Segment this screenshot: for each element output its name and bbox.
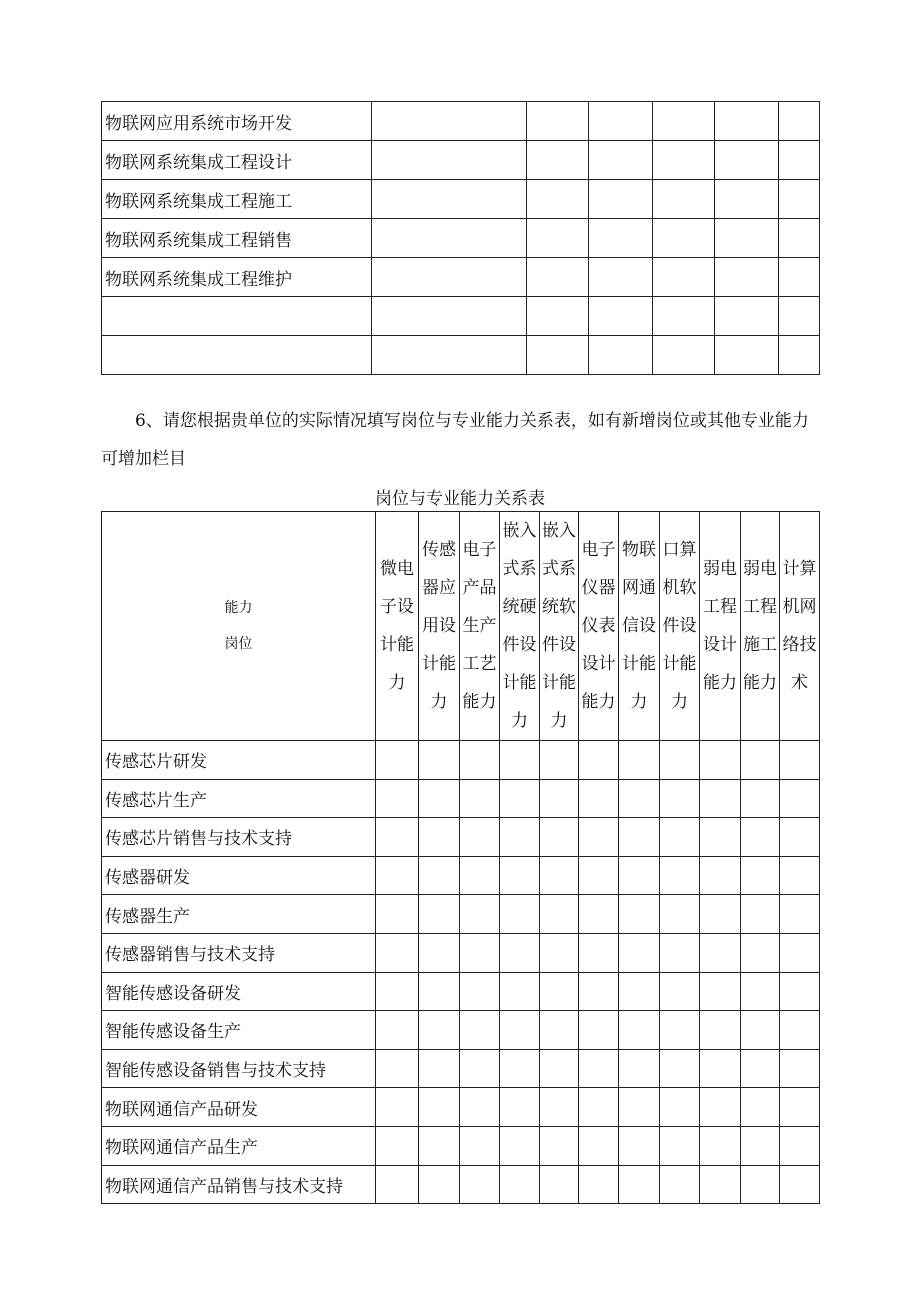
- empty-input-cell[interactable]: [460, 1126, 500, 1165]
- empty-input-cell[interactable]: [700, 856, 741, 895]
- empty-input-cell[interactable]: [460, 972, 500, 1011]
- empty-input-cell[interactable]: [540, 895, 579, 934]
- column-header-text: 设计: [703, 635, 737, 655]
- empty-input-cell[interactable]: [619, 1088, 660, 1127]
- position-label-cell: 物联网通信产品研发: [102, 1088, 376, 1127]
- empty-input-cell[interactable]: [741, 972, 780, 1011]
- empty-input-cell[interactable]: [741, 1049, 780, 1088]
- empty-input-cell[interactable]: [500, 933, 540, 972]
- empty-input-cell[interactable]: [589, 219, 653, 258]
- empty-input-cell[interactable]: [500, 818, 540, 857]
- corner-header-cell: [102, 512, 376, 741]
- empty-input-cell[interactable]: [660, 1165, 700, 1204]
- instruction-paragraph: 6、请您根据贵单位的实际情况填写岗位与专业能力关系表，如有新增岗位或其他专业能力可增加栏目: [101, 411, 809, 469]
- position-label-cell: 传感芯片销售与技术支持: [102, 818, 376, 857]
- empty-input-cell[interactable]: [653, 180, 715, 219]
- empty-input-cell[interactable]: [419, 818, 460, 857]
- column-header-text: 产品: [462, 578, 497, 598]
- position-label-cell: 物联网通信产品销售与技术支持: [102, 1165, 376, 1204]
- empty-input-cell[interactable]: [780, 818, 820, 857]
- empty-input-cell[interactable]: [741, 933, 780, 972]
- empty-input-cell[interactable]: [376, 1088, 419, 1127]
- column-header-text: 弱电: [703, 559, 737, 579]
- empty-input-cell[interactable]: [780, 1088, 820, 1127]
- empty-input-cell[interactable]: [700, 972, 741, 1011]
- empty-input-cell[interactable]: [700, 1165, 741, 1204]
- empty-input-cell[interactable]: [376, 895, 419, 934]
- empty-input-cell[interactable]: [653, 102, 715, 141]
- column-header-text: 微电: [380, 559, 414, 579]
- column-header-text: 计算: [782, 559, 817, 579]
- empty-input-cell[interactable]: [619, 856, 660, 895]
- ability-column-header: [376, 512, 419, 741]
- empty-input-cell[interactable]: [653, 297, 715, 336]
- ability-column-header: [700, 512, 741, 741]
- empty-input-cell[interactable]: [589, 336, 653, 375]
- table-row: [102, 336, 820, 375]
- empty-input-cell[interactable]: [780, 933, 820, 972]
- position-label-cell: 智能传感设备销售与技术支持: [102, 1049, 376, 1088]
- empty-input-cell[interactable]: [660, 741, 700, 780]
- empty-input-cell[interactable]: [589, 297, 653, 336]
- column-header-text: 件设: [502, 635, 537, 655]
- empty-input-cell[interactable]: [419, 972, 460, 1011]
- ability-column-header: [579, 512, 619, 741]
- column-header-text: 件设: [662, 616, 697, 636]
- empty-input-cell[interactable]: [540, 1088, 579, 1127]
- empty-input-cell[interactable]: [372, 180, 527, 219]
- empty-input-cell[interactable]: [741, 779, 780, 818]
- empty-input-cell[interactable]: [376, 741, 419, 780]
- empty-input-cell[interactable]: [715, 180, 779, 219]
- column-header-text: 件设: [542, 635, 576, 655]
- position-label-cell: 传感器生产: [102, 895, 376, 934]
- table-row: [102, 180, 820, 219]
- row-label-cell: 物联网系统集成工程维护: [102, 258, 372, 297]
- column-header-text: 嵌入: [542, 521, 576, 541]
- table-row: [102, 933, 820, 972]
- empty-input-cell[interactable]: [779, 258, 820, 297]
- empty-input-cell[interactable]: [540, 933, 579, 972]
- column-header-text: 工艺: [462, 654, 497, 674]
- empty-input-cell[interactable]: [780, 741, 820, 780]
- empty-input-cell[interactable]: [579, 933, 619, 972]
- empty-input-cell[interactable]: [700, 1126, 741, 1165]
- column-header-text: 仪表: [581, 616, 616, 636]
- empty-input-cell[interactable]: [780, 895, 820, 934]
- column-header-text: 生产: [462, 616, 497, 636]
- empty-input-cell[interactable]: [700, 779, 741, 818]
- job-table-continued: [101, 101, 820, 375]
- empty-input-cell[interactable]: [579, 1126, 619, 1165]
- empty-input-cell[interactable]: [715, 141, 779, 180]
- empty-input-cell[interactable]: [779, 297, 820, 336]
- table-row: [102, 856, 820, 895]
- ability-column-header: [741, 512, 780, 741]
- column-header-text: 计能: [422, 654, 456, 674]
- empty-input-cell[interactable]: [460, 818, 500, 857]
- empty-input-cell[interactable]: [779, 141, 820, 180]
- empty-input-cell[interactable]: [780, 1049, 820, 1088]
- empty-input-cell[interactable]: [372, 297, 527, 336]
- empty-input-cell[interactable]: [653, 258, 715, 297]
- column-header-text: 电子: [462, 540, 497, 560]
- empty-input-cell[interactable]: [540, 741, 579, 780]
- table-row: [102, 1126, 820, 1165]
- table-row: [102, 258, 820, 297]
- empty-input-cell[interactable]: [376, 1165, 419, 1204]
- empty-input-cell[interactable]: [500, 1088, 540, 1127]
- position-label-cell: 智能传感设备生产: [102, 1011, 376, 1050]
- column-header-text: 施工: [743, 635, 777, 655]
- empty-input-cell[interactable]: [579, 779, 619, 818]
- empty-input-cell[interactable]: [500, 856, 540, 895]
- empty-input-cell[interactable]: [527, 258, 589, 297]
- empty-input-cell[interactable]: [460, 1165, 500, 1204]
- position-label-cell: 传感器研发: [102, 856, 376, 895]
- empty-input-cell[interactable]: [715, 336, 779, 375]
- column-header-text: 统软: [542, 597, 576, 617]
- empty-input-cell[interactable]: [460, 895, 500, 934]
- empty-input-cell[interactable]: [700, 1049, 741, 1088]
- empty-input-cell[interactable]: [419, 895, 460, 934]
- empty-input-cell[interactable]: [579, 856, 619, 895]
- table-caption: 岗位与专业能力关系表: [375, 489, 545, 509]
- empty-input-cell[interactable]: [540, 1165, 579, 1204]
- position-label-cell: 传感芯片生产: [102, 779, 376, 818]
- row-label-cell: 物联网系统集成工程销售: [102, 219, 372, 258]
- table-row: [102, 102, 820, 141]
- empty-input-cell[interactable]: [741, 1011, 780, 1050]
- empty-input-cell[interactable]: [660, 1011, 700, 1050]
- empty-input-cell[interactable]: [741, 741, 780, 780]
- empty-input-cell[interactable]: [376, 779, 419, 818]
- empty-input-cell[interactable]: [540, 972, 579, 1011]
- table-row: [102, 741, 820, 780]
- empty-input-cell[interactable]: [619, 779, 660, 818]
- empty-input-cell[interactable]: [579, 1088, 619, 1127]
- empty-input-cell[interactable]: [741, 856, 780, 895]
- column-header-text: 力: [511, 711, 528, 731]
- column-header-text: 设计: [581, 654, 616, 674]
- empty-input-cell[interactable]: [500, 1126, 540, 1165]
- empty-input-cell[interactable]: [779, 180, 820, 219]
- column-header-text: 仪器: [581, 578, 616, 598]
- empty-input-cell[interactable]: [579, 818, 619, 857]
- table-row: [102, 297, 820, 336]
- empty-input-cell[interactable]: [741, 1165, 780, 1204]
- empty-input-cell[interactable]: [527, 102, 589, 141]
- empty-input-cell[interactable]: [500, 741, 540, 780]
- column-header-text: 力: [671, 692, 688, 712]
- table-row: [102, 1088, 820, 1127]
- empty-input-cell[interactable]: [460, 741, 500, 780]
- empty-input-cell[interactable]: [779, 219, 820, 258]
- empty-input-cell[interactable]: [376, 1049, 419, 1088]
- ability-column-header: [619, 512, 660, 741]
- empty-input-cell[interactable]: [460, 856, 500, 895]
- column-header-text: 机网: [782, 597, 817, 617]
- table-row: [102, 1011, 820, 1050]
- empty-input-cell[interactable]: [741, 1126, 780, 1165]
- column-header-text: 络技: [782, 635, 817, 655]
- column-header-text: 网通: [622, 578, 656, 598]
- empty-input-cell[interactable]: [715, 219, 779, 258]
- empty-input-cell[interactable]: [619, 1165, 660, 1204]
- column-header-text: 子设: [380, 597, 414, 617]
- empty-input-cell[interactable]: [619, 972, 660, 1011]
- ability-column-header: [500, 512, 540, 741]
- empty-input-cell[interactable]: [376, 1011, 419, 1050]
- position-label-cell: 传感芯片研发: [102, 741, 376, 780]
- row-label-cell: 物联网应用系统市场开发: [102, 102, 372, 141]
- column-header-text: 计能: [502, 673, 537, 693]
- column-header-text: 计能: [380, 635, 414, 655]
- empty-input-cell[interactable]: [500, 1049, 540, 1088]
- empty-input-cell[interactable]: [660, 972, 700, 1011]
- ability-column-header: [660, 512, 700, 741]
- empty-input-cell[interactable]: [579, 1049, 619, 1088]
- empty-input-cell[interactable]: [540, 818, 579, 857]
- empty-input-cell[interactable]: [372, 141, 527, 180]
- empty-input-cell[interactable]: [700, 818, 741, 857]
- column-header-text: 工程: [703, 597, 737, 617]
- ability-column-header: [419, 512, 460, 741]
- column-header-text: 计能: [662, 654, 697, 674]
- empty-input-cell[interactable]: [780, 1011, 820, 1050]
- empty-input-cell[interactable]: [540, 779, 579, 818]
- empty-input-cell[interactable]: [660, 779, 700, 818]
- empty-input-cell[interactable]: [579, 741, 619, 780]
- column-header-text: 口算: [662, 540, 697, 560]
- corner-position-label: 岗位: [224, 636, 253, 652]
- column-header-text: 计能: [622, 654, 656, 674]
- empty-input-cell[interactable]: [376, 818, 419, 857]
- empty-input-cell[interactable]: [419, 1165, 460, 1204]
- column-header-text: 式系: [542, 559, 576, 579]
- column-header-text: 信设: [622, 616, 656, 636]
- row-label-cell: 物联网系统集成工程施工: [102, 180, 372, 219]
- ability-column-header: [540, 512, 579, 741]
- column-header-text: 能力: [743, 673, 777, 693]
- column-header-text: 工程: [743, 597, 777, 617]
- empty-input-cell[interactable]: [700, 1088, 741, 1127]
- corner-ability-label: 能力: [224, 600, 253, 616]
- empty-input-cell[interactable]: [500, 972, 540, 1011]
- empty-input-cell[interactable]: [500, 1165, 540, 1204]
- column-header-text: 能力: [581, 692, 616, 712]
- empty-input-cell[interactable]: [376, 1126, 419, 1165]
- empty-input-cell[interactable]: [500, 779, 540, 818]
- column-header-text: 传感: [422, 540, 456, 560]
- empty-input-cell[interactable]: [579, 972, 619, 1011]
- column-header-text: 用设: [422, 616, 456, 636]
- empty-input-cell[interactable]: [741, 818, 780, 857]
- column-header-text: 器应: [422, 578, 456, 598]
- empty-input-cell[interactable]: [419, 1011, 460, 1050]
- column-header-text: 能力: [462, 692, 497, 712]
- table-row: [102, 779, 820, 818]
- empty-input-cell[interactable]: [579, 895, 619, 934]
- empty-input-cell[interactable]: [527, 297, 589, 336]
- empty-input-cell[interactable]: [619, 1126, 660, 1165]
- table-row: [102, 818, 820, 857]
- empty-input-cell[interactable]: [780, 779, 820, 818]
- empty-input-cell[interactable]: [527, 219, 589, 258]
- empty-input-cell[interactable]: [500, 895, 540, 934]
- empty-input-cell[interactable]: [540, 1011, 579, 1050]
- table-row: [102, 972, 820, 1011]
- empty-input-cell[interactable]: [741, 895, 780, 934]
- column-header-text: 统硬: [502, 597, 537, 617]
- empty-input-cell[interactable]: [660, 933, 700, 972]
- empty-input-cell[interactable]: [589, 258, 653, 297]
- column-header-text: 力: [550, 711, 568, 731]
- empty-input-cell[interactable]: [619, 895, 660, 934]
- empty-input-cell[interactable]: [376, 933, 419, 972]
- column-header-text: 能力: [703, 673, 737, 693]
- table-row: [102, 1049, 820, 1088]
- empty-input-cell[interactable]: [419, 741, 460, 780]
- empty-input-cell[interactable]: [460, 1088, 500, 1127]
- empty-input-cell[interactable]: [376, 972, 419, 1011]
- empty-input-cell[interactable]: [660, 1049, 700, 1088]
- empty-input-cell[interactable]: [619, 1049, 660, 1088]
- empty-input-cell[interactable]: [372, 102, 527, 141]
- empty-input-cell[interactable]: [715, 102, 779, 141]
- column-header-text: 物联: [622, 540, 656, 560]
- empty-input-cell[interactable]: [419, 1088, 460, 1127]
- empty-input-cell[interactable]: [500, 1011, 540, 1050]
- table-row: [102, 219, 820, 258]
- row-label-cell: [102, 297, 372, 336]
- column-header-text: 力: [630, 692, 648, 712]
- empty-input-cell[interactable]: [589, 141, 653, 180]
- empty-input-cell[interactable]: [780, 1126, 820, 1165]
- empty-input-cell[interactable]: [527, 180, 589, 219]
- empty-input-cell[interactable]: [660, 1088, 700, 1127]
- empty-input-cell[interactable]: [460, 779, 500, 818]
- empty-input-cell[interactable]: [540, 856, 579, 895]
- empty-input-cell[interactable]: [527, 336, 589, 375]
- empty-input-cell[interactable]: [715, 258, 779, 297]
- empty-input-cell[interactable]: [619, 1011, 660, 1050]
- empty-input-cell[interactable]: [419, 933, 460, 972]
- column-header-text: 嵌入: [502, 521, 537, 541]
- empty-input-cell[interactable]: [372, 258, 527, 297]
- column-header-text: 术: [791, 673, 808, 693]
- empty-input-cell[interactable]: [619, 818, 660, 857]
- empty-input-cell[interactable]: [540, 1049, 579, 1088]
- empty-input-cell[interactable]: [419, 1126, 460, 1165]
- column-header-text: 计能: [542, 673, 576, 693]
- ability-column-header: [460, 512, 500, 741]
- empty-input-cell[interactable]: [619, 933, 660, 972]
- empty-input-cell[interactable]: [741, 1088, 780, 1127]
- column-header-text: 力: [388, 673, 406, 693]
- empty-input-cell[interactable]: [527, 141, 589, 180]
- empty-input-cell[interactable]: [700, 741, 741, 780]
- ability-column-header: [780, 512, 820, 741]
- empty-input-cell[interactable]: [540, 1126, 579, 1165]
- empty-input-cell[interactable]: [653, 336, 715, 375]
- column-header-text: 机软: [662, 578, 697, 598]
- empty-input-cell[interactable]: [660, 895, 700, 934]
- empty-input-cell[interactable]: [372, 336, 527, 375]
- empty-input-cell[interactable]: [460, 1049, 500, 1088]
- empty-input-cell[interactable]: [460, 933, 500, 972]
- empty-input-cell[interactable]: [779, 336, 820, 375]
- empty-input-cell[interactable]: [653, 219, 715, 258]
- column-header-text: 式系: [502, 559, 537, 579]
- empty-input-cell[interactable]: [419, 856, 460, 895]
- empty-input-cell[interactable]: [700, 1011, 741, 1050]
- empty-input-cell[interactable]: [660, 856, 700, 895]
- empty-input-cell[interactable]: [700, 933, 741, 972]
- row-label-cell: 物联网系统集成工程设计: [102, 141, 372, 180]
- table-row: [102, 141, 820, 180]
- empty-input-cell[interactable]: [780, 972, 820, 1011]
- position-label-cell: 智能传感设备研发: [102, 972, 376, 1011]
- empty-input-cell[interactable]: [700, 895, 741, 934]
- empty-input-cell[interactable]: [589, 102, 653, 141]
- empty-input-cell[interactable]: [589, 180, 653, 219]
- empty-input-cell[interactable]: [419, 1049, 460, 1088]
- row-label-cell: [102, 336, 372, 375]
- column-header-text: 力: [430, 692, 448, 712]
- empty-input-cell[interactable]: [653, 141, 715, 180]
- empty-input-cell[interactable]: [376, 856, 419, 895]
- column-header-text: 电子: [581, 540, 616, 560]
- empty-input-cell[interactable]: [780, 856, 820, 895]
- empty-input-cell[interactable]: [619, 741, 660, 780]
- ability-relationship-table: [101, 511, 820, 1204]
- empty-input-cell[interactable]: [660, 1126, 700, 1165]
- position-label-cell: 传感器销售与技术支持: [102, 933, 376, 972]
- position-label-cell: 物联网通信产品生产: [102, 1126, 376, 1165]
- table-row: [102, 1165, 820, 1204]
- empty-input-cell[interactable]: [780, 1165, 820, 1204]
- column-header-text: 弱电: [743, 559, 777, 579]
- empty-input-cell[interactable]: [372, 219, 527, 258]
- empty-input-cell[interactable]: [660, 818, 700, 857]
- empty-input-cell[interactable]: [715, 297, 779, 336]
- empty-input-cell[interactable]: [779, 102, 820, 141]
- table-row: [102, 895, 820, 934]
- empty-input-cell[interactable]: [579, 1165, 619, 1204]
- empty-input-cell[interactable]: [579, 1011, 619, 1050]
- empty-input-cell[interactable]: [460, 1011, 500, 1050]
- empty-input-cell[interactable]: [419, 779, 460, 818]
